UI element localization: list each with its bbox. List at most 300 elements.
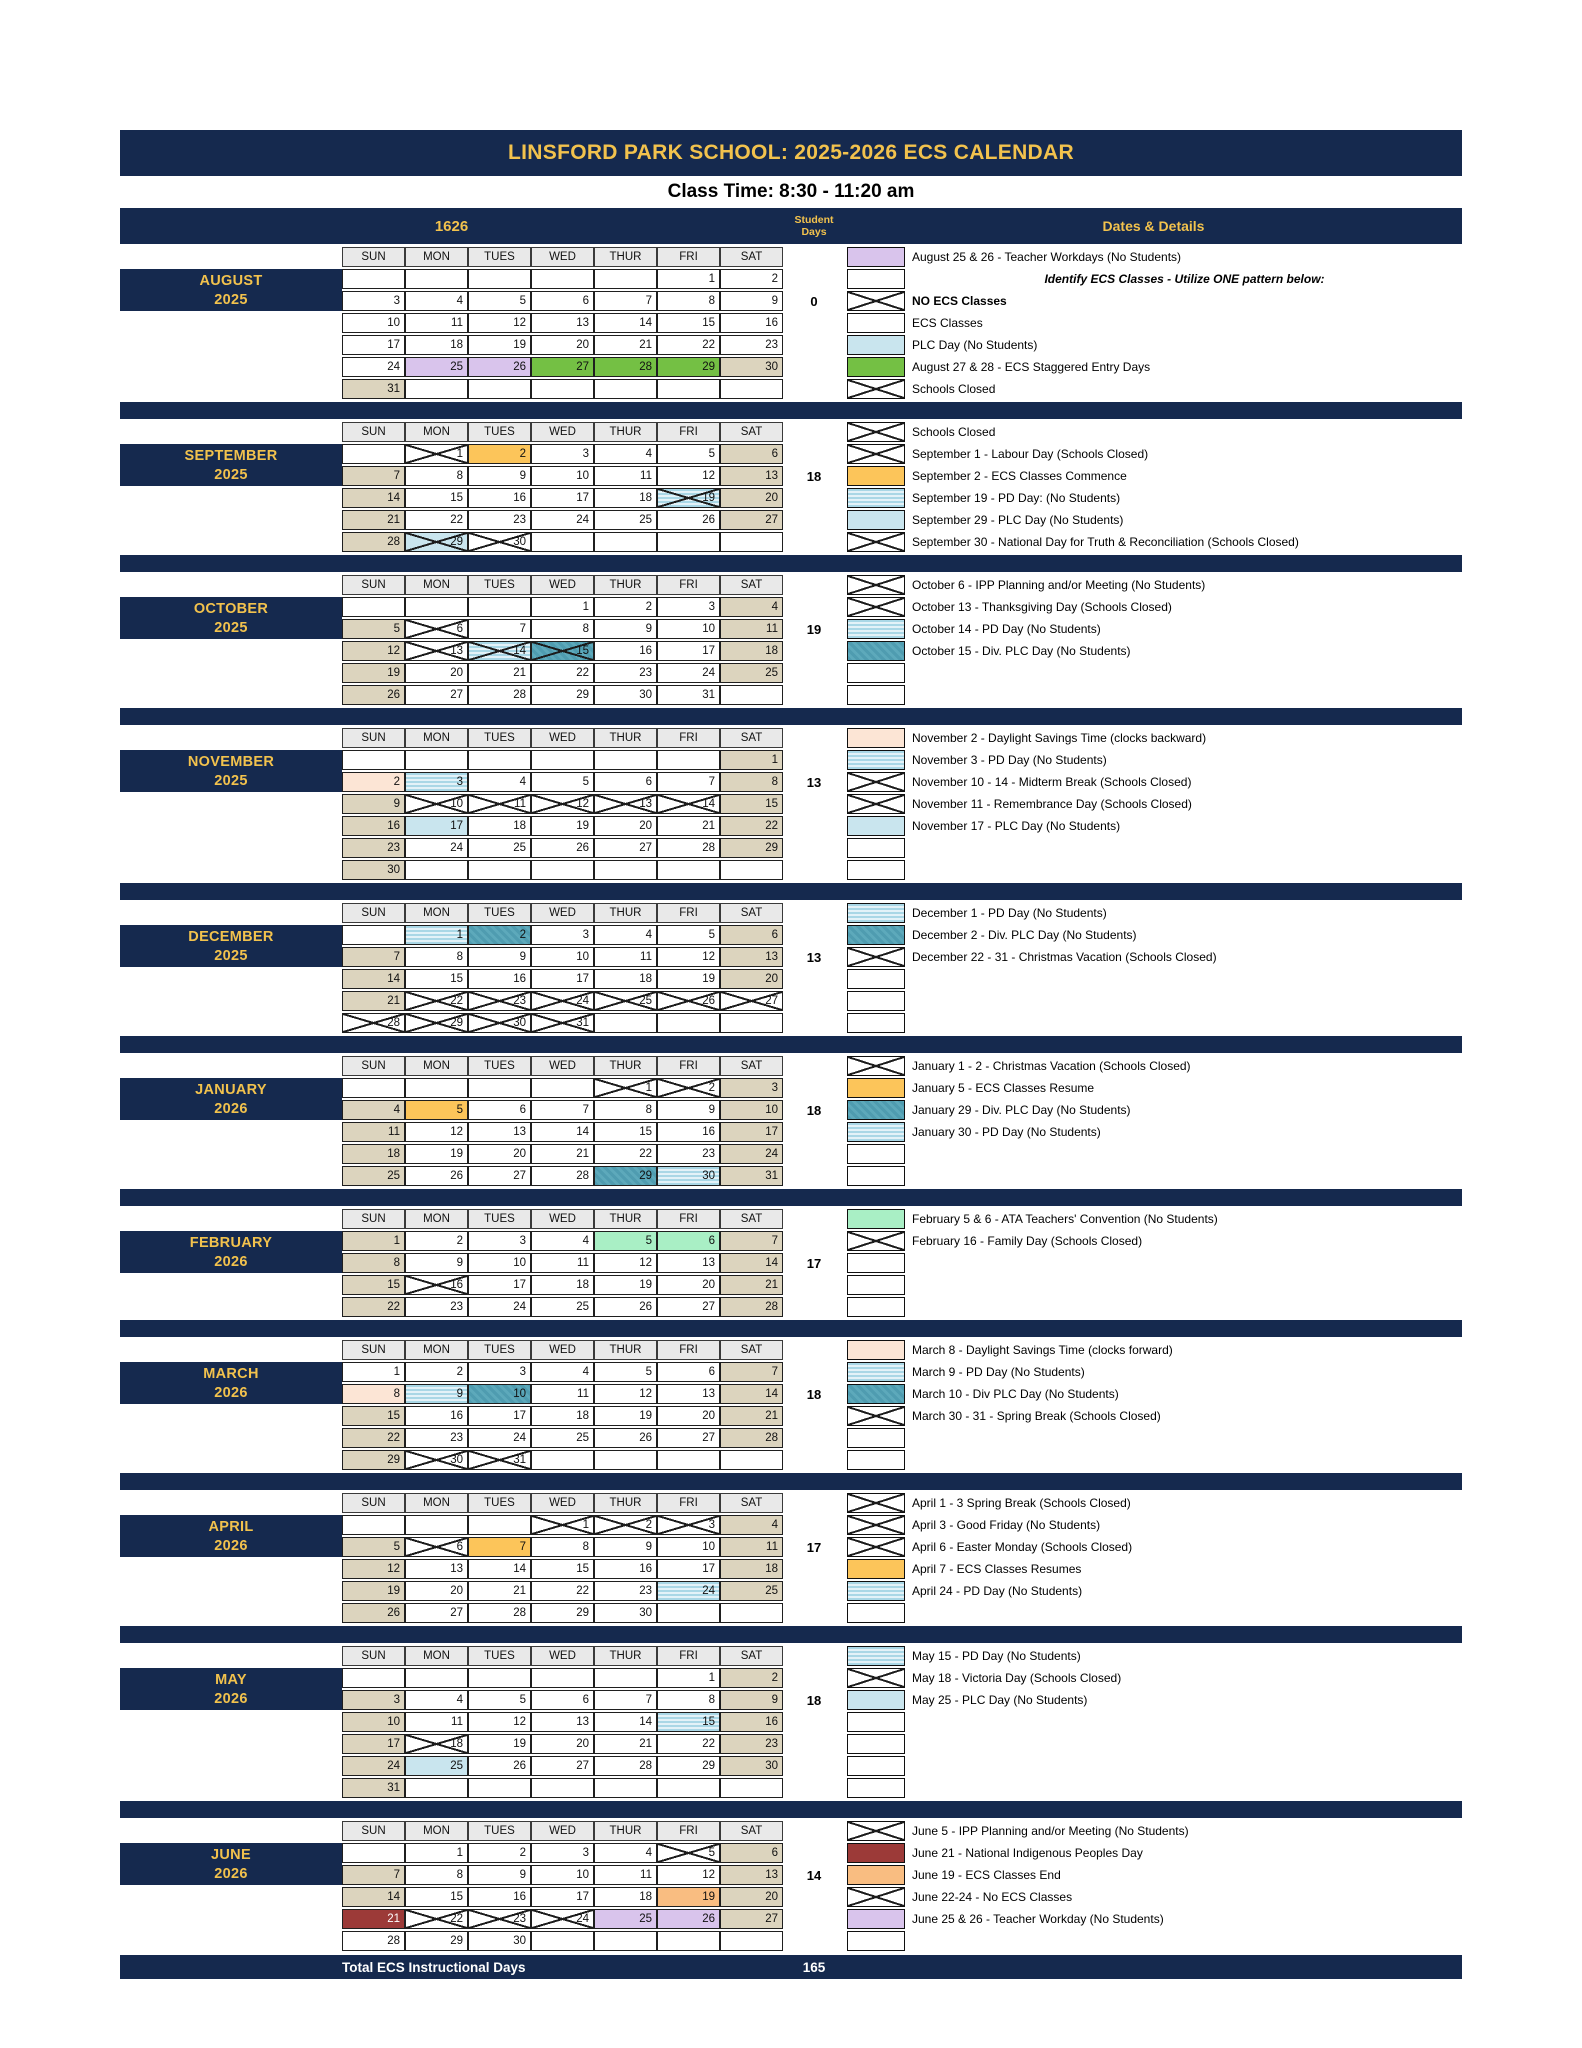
detail-text: [907, 838, 1462, 858]
legend-swatch-wrap: [845, 838, 907, 858]
day-cell: 9: [720, 291, 783, 311]
day-cell: 11: [720, 1537, 783, 1557]
day-of-week-header: THUR: [594, 575, 657, 595]
legend-swatch-x: [847, 1515, 905, 1535]
month-separator: [120, 1801, 1462, 1818]
day-cell: 7: [468, 1537, 531, 1557]
day-of-week-header: THUR: [594, 1646, 657, 1666]
day-cell: [531, 1450, 594, 1470]
day-cell: 18: [342, 1144, 405, 1164]
day-cell: 21: [468, 663, 531, 683]
day-cell: [657, 1778, 720, 1798]
day-of-week-header: SAT: [720, 575, 783, 595]
day-cell: 1: [720, 750, 783, 770]
day-of-week-header: THUR: [594, 1056, 657, 1076]
day-cell: 28: [657, 838, 720, 858]
day-cell: [405, 1078, 468, 1098]
day-of-week-header: TUES: [468, 1646, 531, 1666]
day-of-week-header: FRI: [657, 728, 720, 748]
student-days-count: 14: [806, 1867, 822, 1883]
legend-swatch-plc: [847, 510, 905, 530]
legend-swatch-wrap: [845, 313, 907, 333]
legend-swatch-pd: [847, 1646, 905, 1666]
detail-text: January 5 - ECS Classes Resume: [912, 1081, 1095, 1095]
detail-text: ECS Classes: [912, 316, 983, 330]
day-cell: 19: [468, 1734, 531, 1754]
day-cell: 15: [720, 794, 783, 814]
legend-swatch-wrap: [845, 1056, 907, 1076]
month-separator: [120, 1626, 1462, 1643]
day-cell: 18: [405, 1734, 468, 1754]
day-cell: 14: [342, 488, 405, 508]
day-cell: 15: [405, 969, 468, 989]
day-cell: 19: [342, 1581, 405, 1601]
day-cell: [657, 532, 720, 552]
legend-swatch-wrap: [845, 663, 907, 683]
day-of-week-header: WED: [531, 1646, 594, 1666]
day-cell: 15: [342, 1275, 405, 1295]
legend-swatch-wrap: [845, 1450, 907, 1470]
day-cell: 16: [657, 1122, 720, 1142]
day-cell: 24: [468, 1428, 531, 1448]
day-cell: 9: [405, 1253, 468, 1273]
day-cell: 17: [342, 1734, 405, 1754]
day-cell: 5: [657, 1843, 720, 1863]
day-cell: 12: [342, 1559, 405, 1579]
day-of-week-header: MON: [405, 1646, 468, 1666]
day-cell: 7: [342, 1865, 405, 1885]
legend-swatch-pd: [847, 903, 905, 923]
day-cell: [531, 860, 594, 880]
day-of-week-header: MON: [405, 1056, 468, 1076]
legend-swatch-x: [847, 1668, 905, 1688]
day-cell: 20: [720, 1887, 783, 1907]
legend-swatch-wrap: [845, 335, 907, 355]
day-cell: 18: [594, 1887, 657, 1907]
day-of-week-header: FRI: [657, 575, 720, 595]
day-cell: 27: [531, 1756, 594, 1776]
month-name: APRIL: [208, 1518, 254, 1535]
month-name: MAY: [215, 1671, 247, 1688]
day-of-week-header: WED: [531, 575, 594, 595]
day-cell: 20: [720, 969, 783, 989]
detail-text: NO ECS Classes: [912, 294, 1007, 308]
day-of-week-header: SAT: [720, 422, 783, 442]
month-name: AUGUST: [199, 272, 263, 289]
detail-text: September 1 - Labour Day (Schools Closed): [912, 447, 1149, 461]
day-cell: 8: [405, 1865, 468, 1885]
day-cell: 16: [405, 1275, 468, 1295]
day-cell: 7: [531, 1100, 594, 1120]
day-cell: [531, 750, 594, 770]
month-name: MARCH: [203, 1365, 259, 1382]
month-block-may: [120, 1646, 1462, 1798]
month-block-february: [120, 1209, 1462, 1317]
day-cell: [720, 685, 783, 705]
legend-swatch-dplc: [847, 1100, 905, 1120]
day-cell: 24: [720, 1144, 783, 1164]
detail-text: [907, 1428, 1462, 1448]
day-of-week-header: WED: [531, 1821, 594, 1841]
month-name: NOVEMBER: [187, 753, 275, 770]
legend-swatch-dplc: [847, 1384, 905, 1404]
day-of-week-header: TUES: [468, 1493, 531, 1513]
legend-swatch-peach: [847, 1340, 905, 1360]
month-block-march: [120, 1340, 1462, 1470]
day-cell: 2: [405, 1362, 468, 1382]
student-days-count: 18: [806, 1386, 822, 1402]
legend-swatch-x: [847, 291, 905, 311]
month-separator: [120, 1320, 1462, 1337]
day-cell: 15: [657, 1712, 720, 1732]
legend-swatch-x: [847, 597, 905, 617]
day-cell: 30: [468, 1013, 531, 1033]
day-cell: 9: [468, 947, 531, 967]
detail-text: [907, 1013, 1462, 1033]
day-cell: [405, 860, 468, 880]
day-cell: [468, 750, 531, 770]
detail-text: [907, 1734, 1462, 1754]
day-cell: 24: [342, 1756, 405, 1776]
day-cell: 28: [468, 685, 531, 705]
legend-swatch-wrap: [845, 597, 907, 617]
legend-swatch-x: [847, 1056, 905, 1076]
day-of-week-header: FRI: [657, 1646, 720, 1666]
day-cell: 14: [720, 1384, 783, 1404]
day-cell: 19: [342, 663, 405, 683]
day-cell: 23: [405, 1428, 468, 1448]
legend-swatch-wrap: [845, 1231, 907, 1251]
day-cell: 22: [657, 335, 720, 355]
day-cell: [405, 1515, 468, 1535]
day-of-week-header: FRI: [657, 1493, 720, 1513]
day-cell: [531, 1778, 594, 1798]
day-cell: 13: [657, 1253, 720, 1273]
day-cell: [657, 1013, 720, 1033]
day-of-week-header: MON: [405, 1493, 468, 1513]
day-cell: 21: [342, 991, 405, 1011]
day-of-week-header: TUES: [468, 1821, 531, 1841]
detail-text: June 22-24 - No ECS Classes: [912, 1890, 1073, 1904]
day-of-week-header: MON: [405, 575, 468, 595]
detail-text: [907, 991, 1462, 1011]
legend-swatch-wrap: [845, 1778, 907, 1798]
day-cell: 23: [720, 335, 783, 355]
detail-text: February 5 & 6 - ATA Teachers' Convention (No Students): [912, 1212, 1218, 1226]
student-days-count: 18: [806, 1692, 822, 1708]
day-cell: [405, 379, 468, 399]
legend-swatch-wrap: [845, 1428, 907, 1448]
day-cell: 11: [720, 619, 783, 639]
legend-swatch-box: [847, 1253, 905, 1273]
day-cell: 23: [342, 838, 405, 858]
day-cell: 18: [405, 335, 468, 355]
day-of-week-header: FRI: [657, 1340, 720, 1360]
day-cell: 23: [405, 1297, 468, 1317]
day-cell: 22: [594, 1144, 657, 1164]
day-cell: [657, 750, 720, 770]
day-cell: 11: [594, 1865, 657, 1885]
day-cell: 3: [468, 1231, 531, 1251]
day-of-week-header: SUN: [342, 1493, 405, 1513]
day-cell: [468, 1078, 531, 1098]
legend-swatch-box: [847, 1778, 905, 1798]
detail-text: [907, 1144, 1462, 1164]
day-cell: 1: [531, 1515, 594, 1535]
day-cell: 20: [405, 663, 468, 683]
legend-swatch-wrap: [845, 685, 907, 705]
day-of-week-header: SAT: [720, 1209, 783, 1229]
day-cell: 17: [531, 488, 594, 508]
day-cell: 2: [594, 597, 657, 617]
day-of-week-header: TUES: [468, 575, 531, 595]
day-of-week-header: SUN: [342, 903, 405, 923]
day-cell: 13: [405, 641, 468, 661]
detail-text: November 2 - Daylight Savings Time (clocks backward): [912, 731, 1207, 745]
student-days-count: 17: [806, 1255, 822, 1271]
day-cell: 22: [657, 1734, 720, 1754]
day-cell: 2: [468, 1843, 531, 1863]
legend-swatch-x: [847, 575, 905, 595]
day-cell: 19: [405, 1144, 468, 1164]
day-cell: 20: [531, 1734, 594, 1754]
day-cell: 7: [720, 1362, 783, 1382]
day-cell: 23: [657, 1144, 720, 1164]
day-cell: 3: [531, 925, 594, 945]
day-cell: 12: [531, 794, 594, 814]
legend-swatch-mint: [847, 1209, 905, 1229]
day-of-week-header: THUR: [594, 1821, 657, 1841]
legend-swatch-box: [847, 1428, 905, 1448]
day-cell: 27: [720, 991, 783, 1011]
day-cell: 28: [594, 1756, 657, 1776]
student-days-count: 0: [810, 293, 818, 309]
day-cell: 10: [468, 1253, 531, 1273]
day-cell: 13: [531, 1712, 594, 1732]
day-cell: 27: [405, 685, 468, 705]
day-cell: 3: [468, 1362, 531, 1382]
detail-text: November 3 - PD Day (No Students): [912, 753, 1107, 767]
month-year: 2025: [214, 619, 248, 636]
month-year: 2025: [214, 947, 248, 964]
day-cell: [342, 597, 405, 617]
day-cell: 25: [720, 663, 783, 683]
day-cell: 25: [594, 1909, 657, 1929]
day-cell: 1: [342, 1362, 405, 1382]
day-cell: 8: [720, 772, 783, 792]
detail-text: [907, 1450, 1462, 1470]
legend-swatch-box: [847, 838, 905, 858]
detail-text: June 5 - IPP Planning and/or Meeting (No Students): [912, 1824, 1189, 1838]
month-label: [120, 269, 342, 311]
day-cell: 27: [531, 357, 594, 377]
day-cell: 5: [342, 619, 405, 639]
day-cell: 11: [531, 1384, 594, 1404]
legend-swatch-wrap: [845, 1931, 907, 1951]
detail-text: March 9 - PD Day (No Students): [912, 1365, 1085, 1379]
day-cell: 2: [720, 269, 783, 289]
detail-text: May 25 - PLC Day (No Students): [912, 1693, 1088, 1707]
legend-swatch-box: [847, 1734, 905, 1754]
day-cell: [468, 379, 531, 399]
day-cell: 1: [531, 597, 594, 617]
day-of-week-header: FRI: [657, 903, 720, 923]
day-cell: 21: [342, 1909, 405, 1929]
legend-swatch-wrap: [845, 1756, 907, 1776]
day-cell: 30: [594, 685, 657, 705]
day-cell: 5: [657, 925, 720, 945]
day-cell: 20: [594, 816, 657, 836]
day-cell: 21: [468, 1581, 531, 1601]
month-label: [120, 1362, 342, 1404]
day-cell: 3: [657, 1515, 720, 1535]
day-cell: [405, 750, 468, 770]
day-cell: 29: [405, 1931, 468, 1951]
legend-swatch-wrap: [845, 422, 907, 442]
legend-swatch-wrap: [845, 1297, 907, 1317]
day-cell: 18: [720, 1559, 783, 1579]
day-cell: [342, 1078, 405, 1098]
day-cell: 29: [657, 357, 720, 377]
day-cell: 4: [468, 772, 531, 792]
day-cell: 2: [468, 444, 531, 464]
day-cell: 14: [531, 1122, 594, 1142]
day-cell: 31: [342, 379, 405, 399]
detail-text: April 1 - 3 Spring Break (Schools Closed): [912, 1496, 1131, 1510]
legend-swatch-lav: [847, 247, 905, 267]
detail-text: [907, 1297, 1462, 1317]
legend-swatch-wrap: [845, 903, 907, 923]
month-separator: [120, 1189, 1462, 1206]
day-cell: 15: [531, 641, 594, 661]
day-cell: 27: [657, 1297, 720, 1317]
month-separator: [120, 555, 1462, 572]
day-cell: 8: [342, 1253, 405, 1273]
day-cell: 28: [531, 1166, 594, 1186]
day-cell: 30: [468, 1931, 531, 1951]
legend-swatch-wrap: [845, 1406, 907, 1426]
day-cell: 6: [531, 291, 594, 311]
day-cell: 2: [720, 1668, 783, 1688]
legend-swatch-box: [847, 1144, 905, 1164]
day-cell: 22: [720, 816, 783, 836]
legend-swatch-pd: [847, 619, 905, 639]
day-cell: 31: [531, 1013, 594, 1033]
class-time-row: [120, 176, 1462, 208]
day-cell: 30: [594, 1603, 657, 1623]
month-year: 2026: [214, 1865, 248, 1882]
day-cell: [531, 269, 594, 289]
day-cell: [720, 1603, 783, 1623]
day-cell: 24: [531, 991, 594, 1011]
day-cell: 29: [594, 1166, 657, 1186]
legend-swatch-wrap: [845, 1646, 907, 1666]
legend-swatch-wrap: [845, 1537, 907, 1557]
day-of-week-header: FRI: [657, 247, 720, 267]
legend-swatch-box: [847, 269, 905, 289]
legend-swatch-wrap: [845, 466, 907, 486]
day-cell: 19: [594, 1275, 657, 1295]
month-label: [120, 1668, 342, 1710]
day-cell: 7: [594, 1690, 657, 1710]
detail-text: October 6 - IPP Planning and/or Meeting (No Students): [912, 578, 1206, 592]
legend-swatch-box: [847, 1712, 905, 1732]
legend-swatch-gold: [847, 466, 905, 486]
day-of-week-header: WED: [531, 1209, 594, 1229]
day-cell: 15: [342, 1406, 405, 1426]
day-cell: 21: [720, 1275, 783, 1295]
month-label: [120, 1843, 342, 1885]
day-cell: 14: [720, 1253, 783, 1273]
legend-swatch-x: [847, 422, 905, 442]
detail-text: September 19 - PD Day: (No Students): [912, 491, 1121, 505]
day-cell: 29: [531, 1603, 594, 1623]
legend-swatch-x: [847, 772, 905, 792]
calendar-sheet: [120, 130, 1462, 1979]
legend-swatch-plc: [847, 335, 905, 355]
month-year: 2026: [214, 1100, 248, 1117]
legend-swatch-lav: [847, 1909, 905, 1929]
day-cell: [594, 532, 657, 552]
day-of-week-header: SUN: [342, 1056, 405, 1076]
detail-text: August 25 & 26 - Teacher Workdays (No Students): [912, 250, 1182, 264]
day-cell: 5: [594, 1362, 657, 1382]
day-cell: 19: [594, 1406, 657, 1426]
day-of-week-header: SAT: [720, 247, 783, 267]
day-cell: 13: [405, 1559, 468, 1579]
day-cell: 9: [405, 1384, 468, 1404]
day-cell: [720, 1778, 783, 1798]
day-cell: 17: [405, 816, 468, 836]
day-cell: 24: [342, 357, 405, 377]
day-cell: 3: [531, 1843, 594, 1863]
day-of-week-header: SUN: [342, 575, 405, 595]
day-cell: 4: [720, 1515, 783, 1535]
day-cell: 1: [405, 1843, 468, 1863]
day-cell: 15: [405, 1887, 468, 1907]
detail-text: October 14 - PD Day (No Students): [912, 622, 1101, 636]
legend-swatch-x: [847, 379, 905, 399]
day-cell: [657, 1450, 720, 1470]
legend-swatch-x: [847, 1493, 905, 1513]
day-cell: 29: [531, 685, 594, 705]
legend-swatch-wrap: [845, 379, 907, 399]
day-cell: 17: [531, 969, 594, 989]
day-cell: 26: [468, 357, 531, 377]
legend-swatch-x: [847, 444, 905, 464]
day-cell: 9: [657, 1100, 720, 1120]
legend-swatch-pd: [847, 1581, 905, 1601]
day-cell: [531, 1078, 594, 1098]
day-cell: 29: [720, 838, 783, 858]
day-cell: 13: [594, 794, 657, 814]
legend-swatch-wrap: [845, 444, 907, 464]
day-cell: [594, 1668, 657, 1688]
day-cell: [531, 532, 594, 552]
student-days-header: Student Days: [794, 213, 834, 238]
day-cell: 2: [405, 1231, 468, 1251]
detail-text: April 7 - ECS Classes Resumes: [912, 1562, 1082, 1576]
legend-swatch-x: [847, 1231, 905, 1251]
month-year: 2026: [214, 1537, 248, 1554]
day-cell: 20: [657, 1275, 720, 1295]
month-block-december: [120, 903, 1462, 1033]
detail-text: April 6 - Easter Monday (Schools Closed): [912, 1540, 1133, 1554]
day-cell: 7: [342, 466, 405, 486]
day-cell: [531, 1668, 594, 1688]
day-of-week-header: MON: [405, 728, 468, 748]
day-cell: 9: [594, 1537, 657, 1557]
